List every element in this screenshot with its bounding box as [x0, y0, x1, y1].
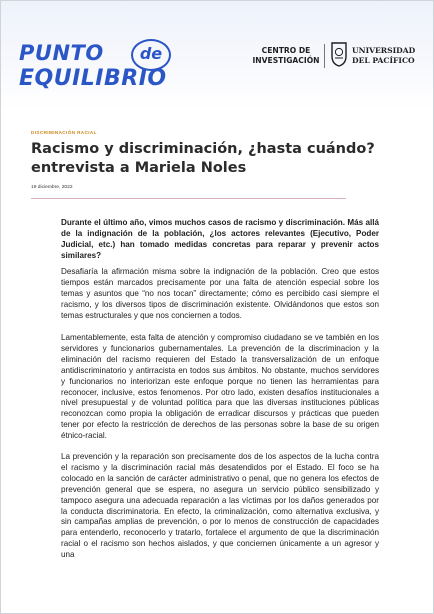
- category-tag: DISCRIMINACIÓN RACIAL: [31, 130, 97, 135]
- logo-word-equilibrio: EQUILIBRIO: [19, 66, 167, 91]
- punto-de-equilibrio-logo: [19, 39, 169, 97]
- university-line-2: DEL PACÍFICO: [352, 56, 415, 65]
- universidad-pacifico-label: [352, 46, 422, 66]
- university-seal-icon: [330, 41, 348, 67]
- article-date: 19 diciembre, 2022: [31, 185, 73, 190]
- university-line-1: UNIVERSIDAD: [352, 46, 416, 55]
- answer-paragraph-3: La prevención y la reparación son precisamente dos de los aspectos de la lucha contra el racismo y la discriminación racial más desatendidos por el Estado. El foco se ha colocado en la sanción de carácter administrativo o penal, que no genera los efectos de prevención general que se espera, no asegura un servicio público sensibilizado y tampoco asegura una adecuada reparación a las víctimas por los daños generados por la conducta discriminatoria. En efecto, la criminalización, como alternativa exclusiva, y sin campañas amplias de prevención, o por lo menos de construcción de capacidades para entenderlo, reconocerlo y tratarlo, fortalece el argumento de que la discriminación racial o el racismo son hechos aislados, y que conciernen únicamente a un agresor y una: [61, 452, 379, 560]
- title-divider: [31, 198, 346, 199]
- centro-investigacion-label: [249, 46, 323, 66]
- article-title: Racismo y discriminación, ¿hasta cuándo? entrevista a Mariela Noles: [31, 141, 375, 176]
- centro-line-2: INVESTIGACIÓN: [252, 56, 320, 65]
- logo-word-punto: PUNTO: [19, 41, 104, 65]
- answer-paragraph-2: Lamentablemente, esta falta de atención y compromiso ciudadano se ve también en los servidores y funcionarios gubernamentales. La prevención de la discriminacion y la eliminación del racismo requieren del Estado la transversalización de un enfoque antidiscriminatorio y antirracista en todos sus ámbitos. No obstante, muchos servidores y funcionarios no interiorizan este enfoque porque no tienen las herramientas para reconocer, inclusive, estos fenomenos. Por otro lado, existen desafíos institucionales a nivel presupuestal y de voluntad política para que las diversas instituciones públicas reconozcan como propia la obligación de erradicar discursos y prácticas que pueden tener por efecto la restricción de derechos de las personas sobre la base de su origen étnico-racial.: [61, 333, 379, 441]
- answer-paragraph-1: Desafiaría la afirmación misma sobre la indignación de la población. Creo que estos tiempos están marcados precisamente por una falta de atención especial sobre los temas y asuntos que “no nos tocan” directamente; cómo es percibido casi siempre el racismo, y los diversos tipos de discriminación existente. Olvidándonos que estos son temas estructurales y que nos conciernen a todos.: [61, 267, 379, 320]
- logo-word-de: de: [131, 39, 171, 71]
- header-divider: [324, 44, 325, 68]
- centro-line-1: CENTRO DE: [261, 46, 311, 55]
- interview-question: Durante el último año, vimos muchos casos de racismo y discriminación. Más allá de la indignación de la población, ¿los actores relevantes (Ejecutivo, Poder Judicial, etc.) han tomado medidas concretas para reparar y prevenir actos similares?: [61, 218, 379, 260]
